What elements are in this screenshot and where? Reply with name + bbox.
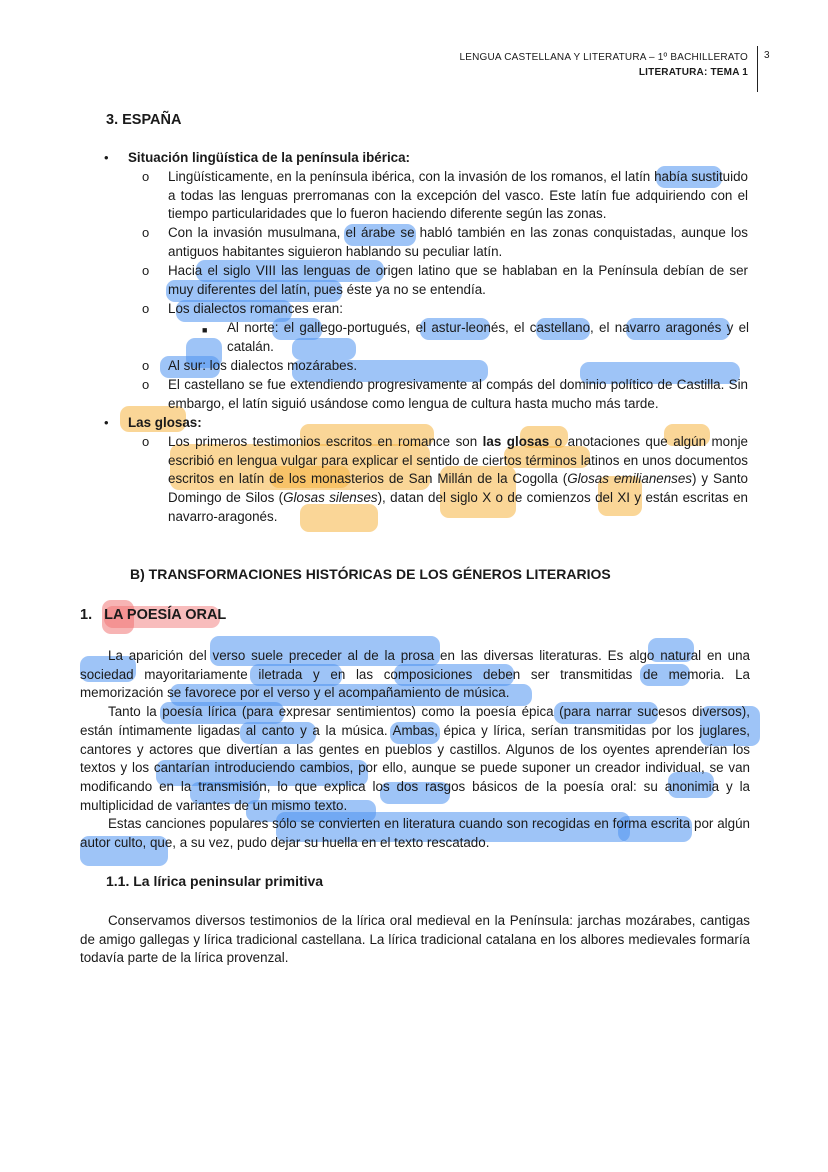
glosas-text: o anotaciones que algún monje escribió en lengua vulgar para explicar el sentido de ciertos términos latinos en unos documentos escritos en latín de los monasterios de San Millán de la Cogolla ( [168, 434, 748, 487]
circle-bullet: o [142, 358, 150, 373]
header-divider [757, 46, 758, 92]
bullet: • [104, 415, 109, 430]
heading-title: LA POESÍA ORAL [104, 607, 227, 623]
glosas-emphasis: las glosas [482, 434, 550, 449]
circle-bullet: o [142, 263, 150, 278]
glosas-text: ) y Santo Domingo de Silos ( [168, 471, 749, 506]
glosas-title-italic: Glosas emilianenses [567, 471, 693, 487]
paragraph: Conservamos diversos testimonios de la lírica oral medieval en la Península: jarchas mozárabes, cantigas de amigo gallegas y lírica tradicional castellana. La lírica tradicional catalana en los albores medievales formaría todavía parte de la lírica provenzal. [80, 913, 750, 966]
poesia-oral-body [80, 647, 750, 853]
header-topic: LITERATURA: TEMA 1 [638, 67, 748, 78]
section-heading-espana: 3. ESPAÑA [106, 112, 182, 128]
list-item: Al sur: los dialectos mozárabes. [168, 358, 358, 373]
circle-bullet: o [142, 434, 150, 449]
list-item-glosas [168, 433, 748, 527]
list-item: Los dialectos romances eran: [168, 301, 343, 316]
bullet-title-glosas: Las glosas: [128, 415, 202, 430]
list-item: Con la invasión musulmana, el árabe se habló también en las zonas conquistadas, aunque los antiguos habitantes siguieron hablando su peculiar latín. [168, 225, 748, 259]
paragraph: Tanto la poesía lírica (para expresar sentimientos) como la poesía épica (para narrar sucesos diversos), están íntimamente ligadas al canto y a la música. Ambas, épica y lírica, serían transmitidas por los juglares, cantores y actores que divertían a las gentes en pueblos y castillos. Algunos de los oyentes aprenderían los textos y los cantarían introduciendo cambios, por ello, aunque se puede suponer un creador individual, se van modificando en la transmisión, lo que explica los dos rasgos básicos de la poesía oral: su anonimia y la multiplicidad de variantes de un mismo texto. [80, 704, 750, 813]
circle-bullet: o [142, 225, 150, 240]
header-course: LENGUA CASTELLANA Y LITERATURA – 1º BACHILLERATO [459, 52, 748, 63]
list-item: Hacia el siglo VIII las lenguas de origen latino que se hablaban en la Península debían de ser muy diferentes del latín, pues éste ya no se entendía. [168, 263, 748, 297]
section-heading-b: B) TRANSFORMACIONES HISTÓRICAS DE LOS GÉNEROS LITERARIOS [130, 566, 611, 582]
subsection-heading-lirica: 1.1. La lírica peninsular primitiva [106, 873, 324, 889]
circle-bullet: o [142, 301, 150, 316]
glosas-text: ), datan del siglo X o de comienzos del XI y están escritas en navarro-aragonés. [168, 490, 748, 524]
list-item: El castellano se fue extendiendo progresivamente al compás del dominio político de Castilla. Sin embargo, el latín siguió usándose como lengua de cultura hasta mucho más tarde. [168, 377, 748, 411]
paragraph: Estas canciones populares sólo se convierten en literatura cuando son recogidas en forma escrita por algún autor culto, que, a su vez, pudo dejar su huella en el texto rescatado. [80, 816, 750, 851]
sub-list-item: Al norte: el gallego-portugués, el astur-leonés, el castellano, el navarro aragonés y el catalán. [227, 320, 749, 354]
square-bullet: ■ [202, 325, 208, 335]
lirica-body [80, 912, 750, 968]
list-item: Lingüísticamente, en la península ibérica, con la invasión de los romanos, el latín había sustituido a todas las lenguas prerromanas con la excepción del vasco. Este latín fue adquiriendo con el tiempo particularidades que lo fueron haciendo diferente según las zonas. [168, 169, 748, 222]
glosas-text: Los primeros testimonios escritos en romance son [168, 434, 483, 449]
paragraph: La aparición del verso suele preceder al de la prosa en las diversas literaturas. Es algo natural en una sociedad mayoritariamente iletrada y en las composiciones deben ser transmitidas de memoria. La memorización se favorece por el verso y el acompañamiento de música. [80, 648, 750, 701]
page-number: 3 [764, 50, 770, 61]
section-heading-poesia-oral [80, 607, 226, 623]
circle-bullet: o [142, 377, 150, 392]
running-header [459, 50, 748, 80]
heading-number: 1. [80, 607, 93, 623]
section-espana-body [80, 149, 750, 529]
glosas-title-italic: Glosas silenses [283, 490, 378, 506]
bullet: • [104, 150, 109, 165]
bullet-title-situacion: Situación lingüística de la península ibérica: [128, 150, 411, 165]
circle-bullet: o [142, 169, 150, 184]
